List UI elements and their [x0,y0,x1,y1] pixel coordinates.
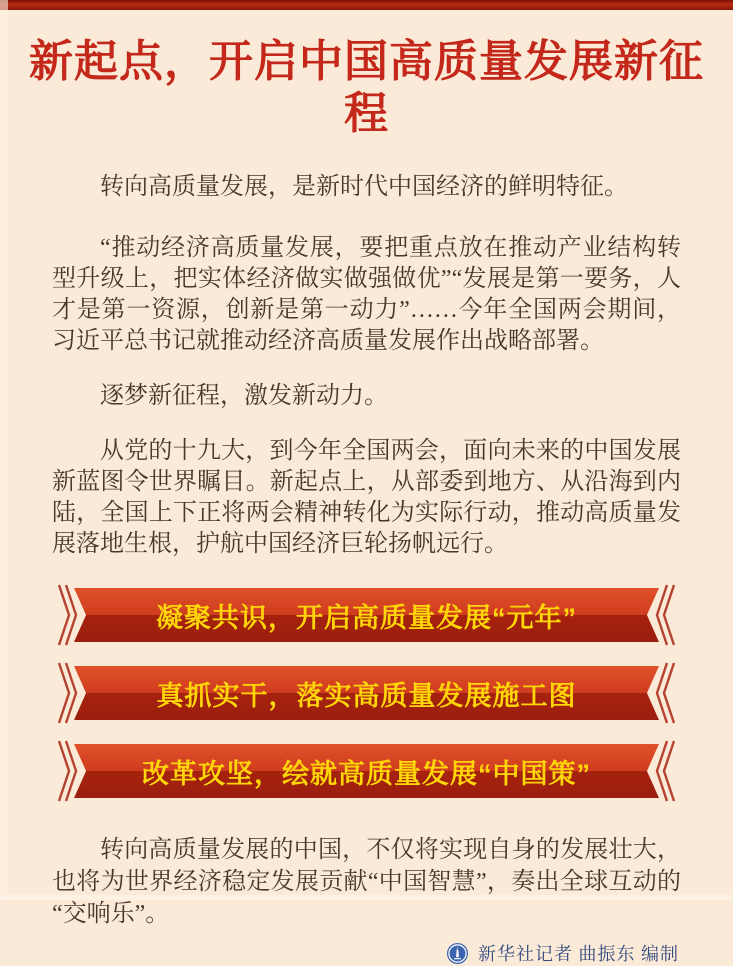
page-title: 新起点，开启中国高质量发展新征程 [29,37,704,138]
section-banner-list [0,584,733,802]
paragraph-4: 从党的十九大，到今年全国两会，面向未来的中国发展新蓝图令世界瞩目。新起点上，从部委到地方、从沿海到内陆，全国上下正将两会精神转化为实际行动，推动高质量发展落地生根，护航中国经济巨轮扬帆远行。 [52,438,681,557]
banner-2-label: 真抓实干，落实高质量发展施工图 [156,680,577,711]
article-body [0,172,733,560]
page-edge-highlight [0,0,8,900]
paragraph-1: 转向高质量发展，是新时代中国经济的鲜明特征。 [100,174,628,200]
closing-paragraph: 转向高质量发展的中国，不仅将实现自身的发展壮大，也将为世界经济稳定发展贡献“中国智慧”，奏出全球互动的“交响乐”。 [52,837,681,927]
page-edge-bottom [0,895,733,900]
ribbon-banner-3 [55,740,678,802]
ribbon-banner-1 [55,584,678,646]
paragraph-2: “推动经济高质量发展，要把重点放在推动产业结构转型升级上，把实体经济做实做强做优”“发展是第一要务，人才是第一资源，创新是第一动力”……今年全国两会期间，习近平总书记就推动经济高质量发展作出战略部署。 [52,235,681,354]
credit-text: 新华社记者 曲振东 编制 [478,944,679,964]
paragraph-3: 逐梦新征程，激发新动力。 [100,383,388,409]
banner-3-label: 改革攻坚，绘就高质量发展“中国策” [142,758,591,789]
top-red-bar [0,0,733,10]
closing-section [0,834,733,930]
ribbon-banner-2 [55,662,678,724]
credit-line [0,940,733,966]
xinhua-logo-icon [446,942,469,965]
banner-1-label: 凝聚共识，开启高质量发展“元年” [156,602,577,633]
